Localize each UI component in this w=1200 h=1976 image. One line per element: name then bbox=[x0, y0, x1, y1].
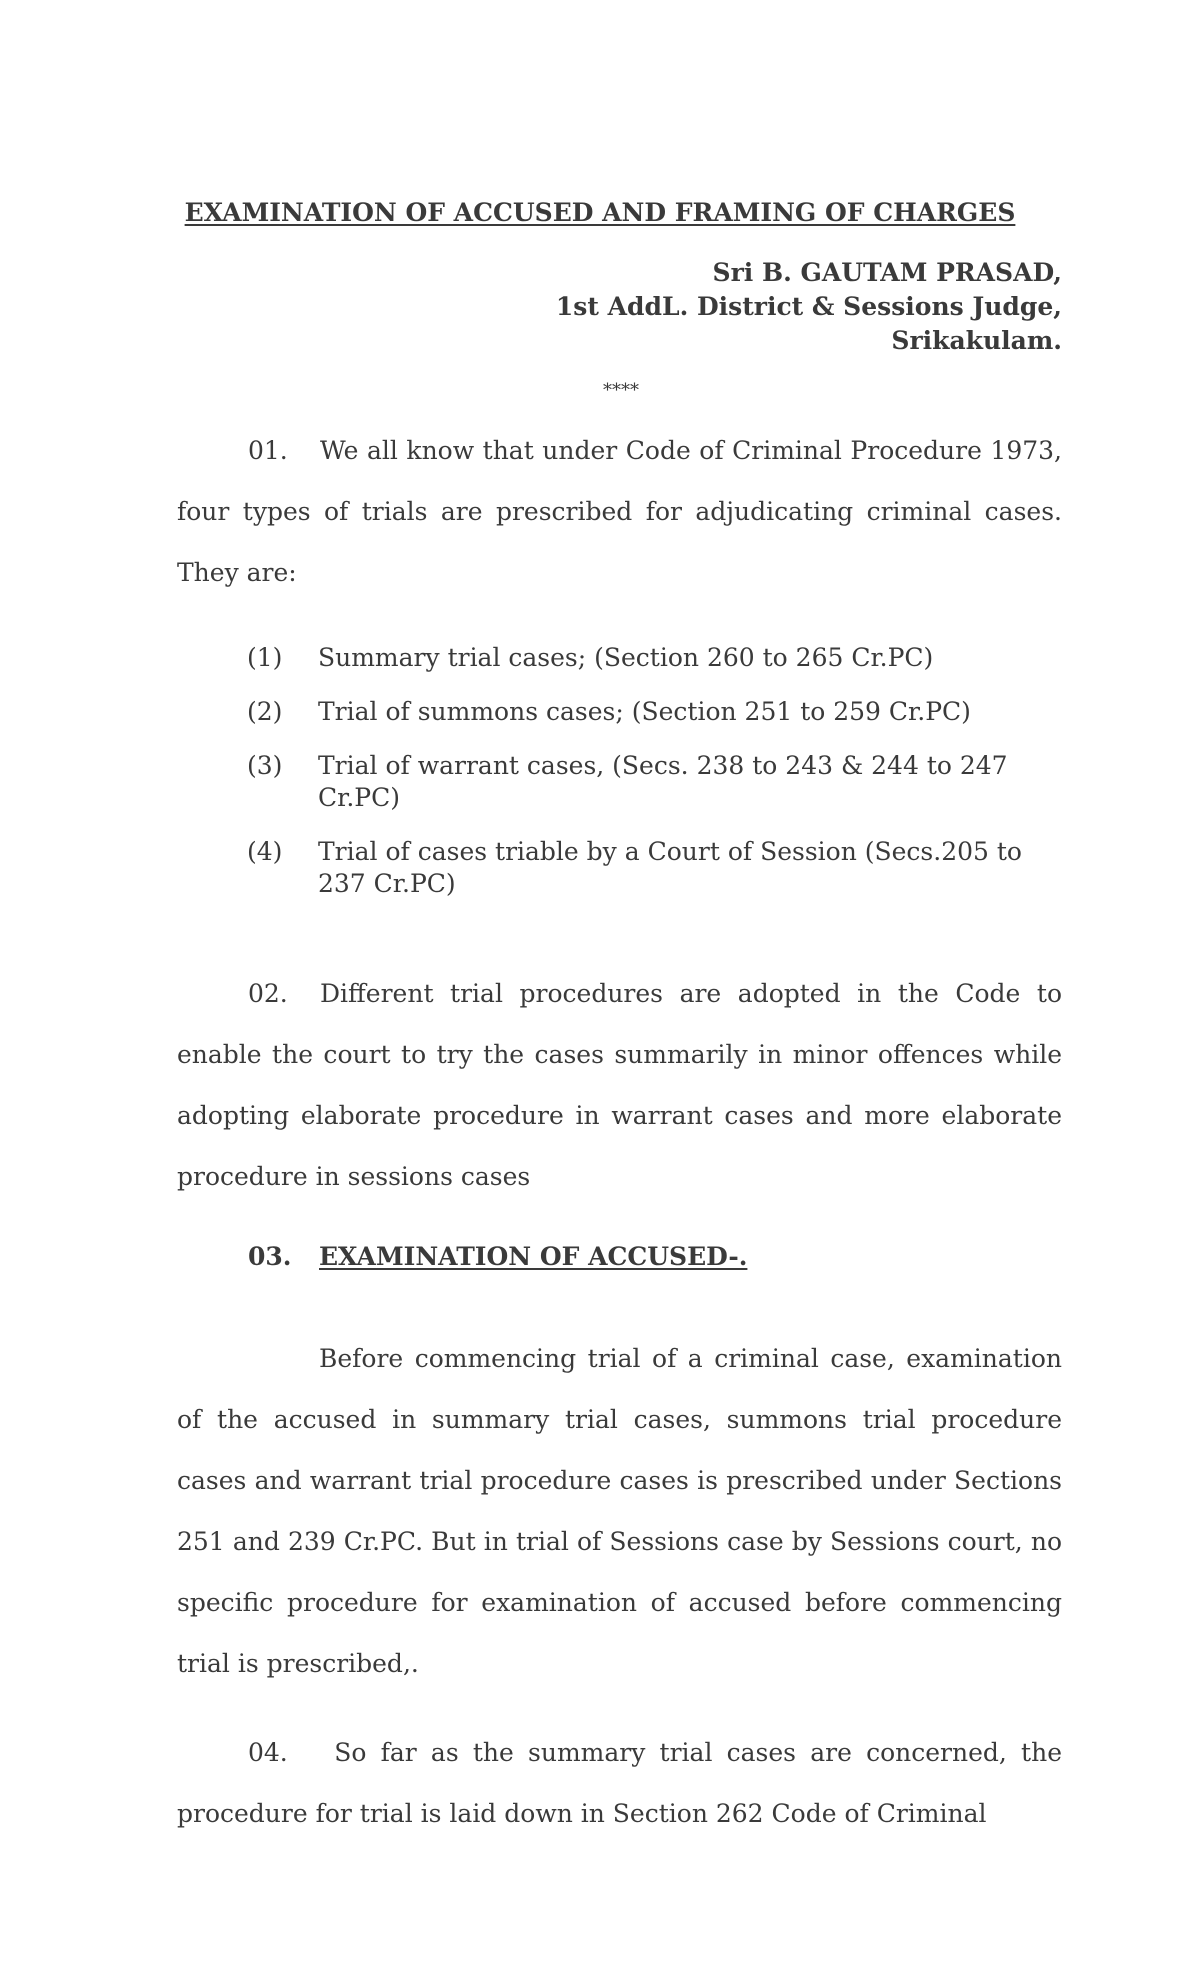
list-item bbox=[247, 642, 1027, 674]
separator: **** bbox=[603, 380, 639, 401]
list-item-text: Trial of cases triable by a Court of Session (Secs.205 to 237 Cr.PC) bbox=[318, 837, 1022, 898]
list-item-text: Summary trial cases; (Section 260 to 265 Cr.PC) bbox=[318, 643, 934, 672]
paragraph-02 bbox=[177, 963, 1062, 1207]
list-marker: (3) bbox=[247, 751, 283, 780]
section-number: 03. bbox=[248, 1242, 292, 1271]
author-location: Srikakulam. bbox=[891, 326, 1062, 355]
section-heading bbox=[248, 1242, 747, 1271]
author-designation: 1st AddL. District & Sessions Judge, bbox=[555, 292, 1062, 321]
paragraph-number: 01. bbox=[248, 436, 288, 465]
paragraph-text: Different trial procedures are adopted in the Code to enable the court to try the cases summarily in minor offences while adopting elaborate procedure in warrant cases and more elaborate procedure in sessions cases bbox=[177, 979, 1062, 1191]
list-marker: (4) bbox=[247, 837, 283, 866]
paragraph-01 bbox=[177, 420, 1062, 603]
list-item-text: Trial of warrant cases, (Secs. 238 to 243 & 244 to 247 Cr.PC) bbox=[318, 751, 1008, 812]
paragraph-number: 04. bbox=[248, 1738, 288, 1767]
list-item bbox=[247, 750, 1027, 814]
list-item bbox=[247, 836, 1027, 900]
document-title: EXAMINATION OF ACCUSED AND FRAMING OF CHARGES bbox=[184, 198, 1016, 227]
author-block bbox=[556, 256, 1062, 358]
list-marker: (1) bbox=[247, 643, 283, 672]
paragraph-number: 02. bbox=[248, 979, 288, 1008]
section-title: EXAMINATION OF ACCUSED-. bbox=[319, 1242, 748, 1271]
paragraph-text: So far as the summary trial cases are concerned, the procedure for trial is laid down in Section 262 Code of Criminal bbox=[177, 1738, 1062, 1828]
paragraph-text: Before commencing trial of a criminal case, examination of the accused in summary trial cases, summons trial procedure cases and warrant trial procedure cases is prescribed under Sections 251 and 239 Cr.PC. But in trial of Sessions case by Sessions court, no specific procedure for examination of accused before commencing trial is prescribed,. bbox=[177, 1344, 1062, 1678]
author-name: Sri B. GAUTAM PRASAD, bbox=[712, 258, 1062, 287]
trial-types-list bbox=[247, 642, 1027, 922]
list-item bbox=[247, 696, 1027, 728]
paragraph-03 bbox=[177, 1328, 1062, 1694]
paragraph-04 bbox=[177, 1722, 1062, 1844]
paragraph-text: We all know that under Code of Criminal Procedure 1973, four types of trials are prescribed for adjudicating criminal cases. They are: bbox=[177, 436, 1062, 587]
list-marker: (2) bbox=[247, 697, 283, 726]
list-item-text: Trial of summons cases; (Section 251 to 259 Cr.PC) bbox=[318, 697, 971, 726]
